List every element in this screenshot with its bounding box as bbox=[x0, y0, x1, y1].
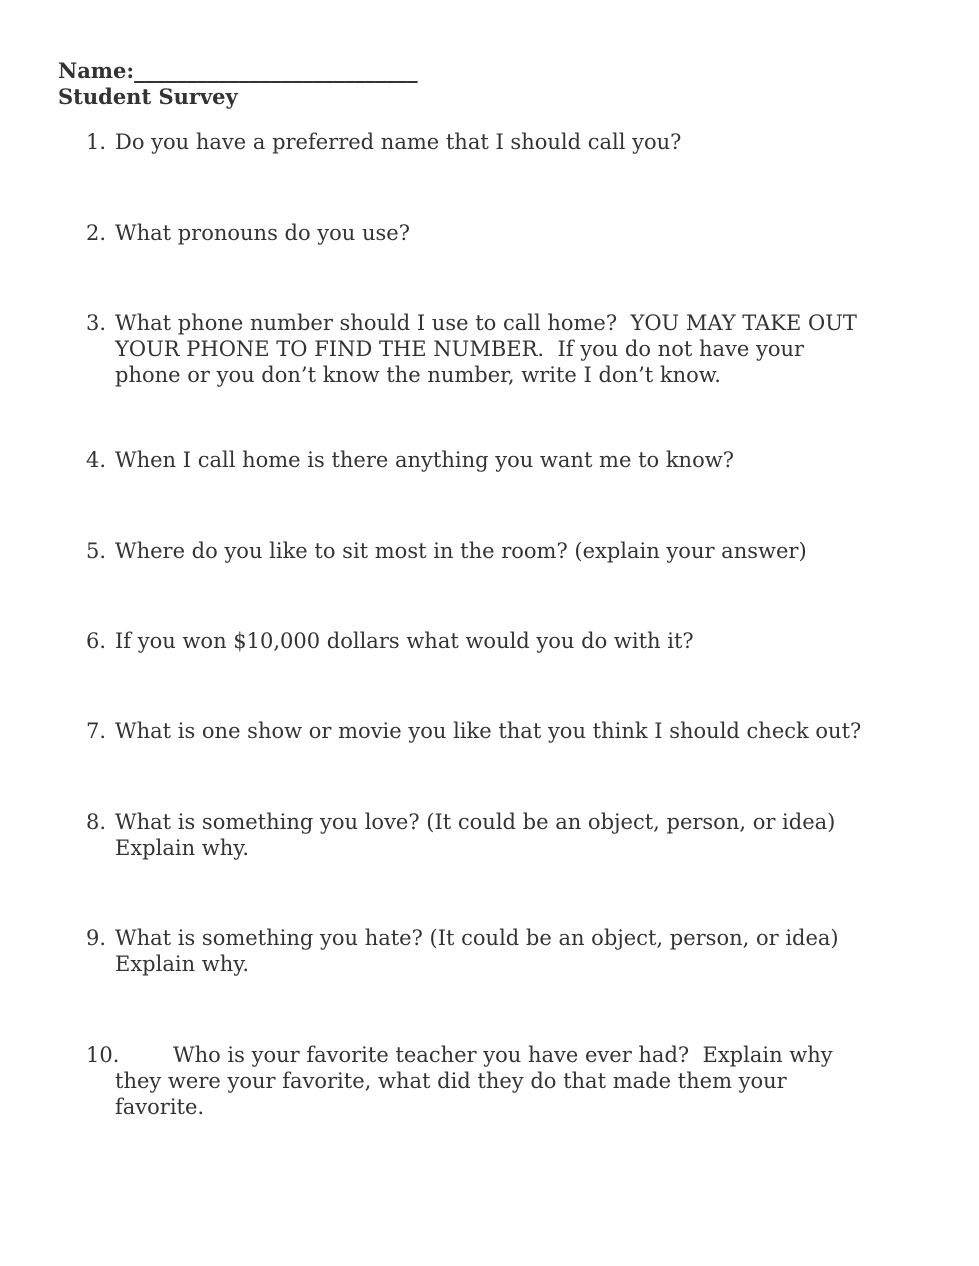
question-text: If you won $10,000 dollars what would you do with it? bbox=[115, 629, 694, 653]
question-6 bbox=[86, 628, 926, 654]
question-text: What is something you love? (It could be an object, person, or idea) bbox=[115, 810, 836, 834]
question-text: YOUR PHONE TO FIND THE NUMBER. If you do not have your bbox=[115, 337, 805, 361]
question-text: What pronouns do you use? bbox=[115, 221, 410, 245]
question-number: 10. bbox=[86, 1043, 120, 1067]
question-5 bbox=[86, 538, 926, 564]
question-text: What phone number should I use to call home? YOU MAY TAKE OUT bbox=[115, 311, 857, 335]
name-field-label: Name:___________________________ bbox=[58, 58, 418, 83]
question-text: Where do you like to sit most in the room? (explain your answer) bbox=[115, 539, 807, 563]
question-number: 3. bbox=[86, 311, 107, 335]
question-text: When I call home is there anything you want me to know? bbox=[115, 448, 734, 472]
question-text: Explain why. bbox=[115, 952, 250, 976]
question-text: phone or you don’t know the number, write I don’t know. bbox=[115, 363, 721, 387]
question-10 bbox=[86, 1042, 926, 1120]
question-9 bbox=[86, 925, 926, 977]
question-7 bbox=[86, 718, 926, 744]
question-text: they were your favorite, what did they do that made them your bbox=[115, 1069, 787, 1093]
question-4 bbox=[86, 447, 926, 473]
question-text: What is something you hate? (It could be an object, person, or idea) bbox=[115, 926, 839, 950]
question-3 bbox=[86, 310, 926, 388]
question-8 bbox=[86, 809, 926, 861]
question-number: 4. bbox=[86, 448, 107, 472]
question-text: Who is your favorite teacher you have ever had? Explain why bbox=[173, 1043, 833, 1067]
question-2 bbox=[86, 220, 926, 246]
question-text: What is one show or movie you like that you think I should check out? bbox=[115, 719, 862, 743]
question-number: 7. bbox=[86, 719, 107, 743]
question-number: 1. bbox=[86, 130, 107, 154]
question-number: 8. bbox=[86, 810, 107, 834]
document-header bbox=[58, 58, 418, 110]
question-number: 9. bbox=[86, 926, 107, 950]
question-text: Do you have a preferred name that I should call you? bbox=[115, 130, 682, 154]
question-text: Explain why. bbox=[115, 836, 250, 860]
question-text: favorite. bbox=[115, 1095, 205, 1119]
document-title: Student Survey bbox=[58, 84, 238, 109]
question-number: 5. bbox=[86, 539, 107, 563]
question-number: 6. bbox=[86, 629, 107, 653]
question-1 bbox=[86, 129, 926, 155]
question-number: 2. bbox=[86, 221, 107, 245]
